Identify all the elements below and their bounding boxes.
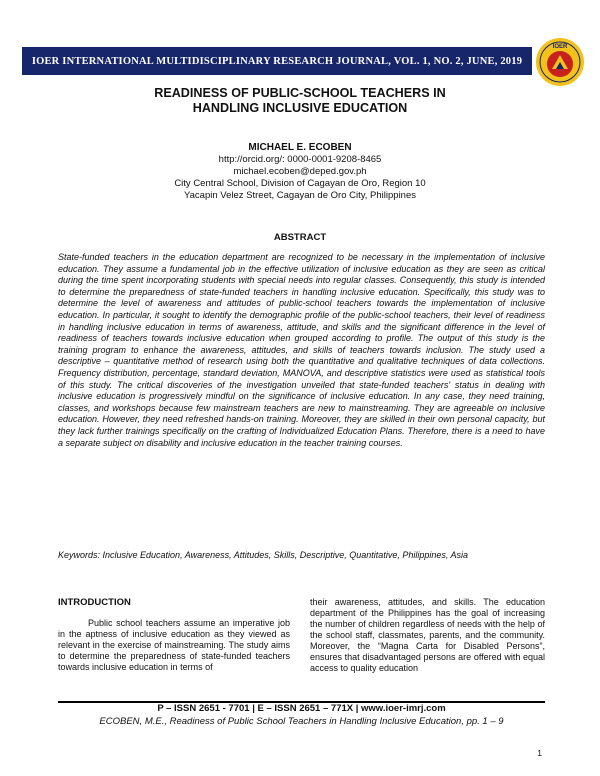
footer-issn: P – ISSN 2651 - 7701 | E – ISSN 2651 – 771X | www.ioer-imrj.com (157, 703, 446, 714)
introduction-heading: INTRODUCTION (58, 597, 131, 608)
introduction-right-text: their awareness, attitudes, and skills. The education department of the Philippines has the goal of increasing the number of children regardless of needs with the help of the school staff, classmates, parents, and the community. Moreover, the “Magna Carta for Disabled Persons”, ensures that disadvantaged persons are offered with equal access to quality education (310, 597, 545, 673)
keywords: Keywords: Inclusive Education, Awareness, Attitudes, Skills, Descriptive, Quantitative, Philippines, Asia (58, 550, 469, 560)
author-block (100, 142, 500, 202)
introduction-left-text: Public school teachers assume an imperative job in the aptness of inclusive education as they viewed as relevant in the exercise of mainstreaming. The study aims to determine the preparedness of state-funded teachers towards inclusive education in terms of (58, 618, 290, 672)
right-column (310, 597, 545, 674)
title-line-1: READINESS OF PUBLIC-SCHOOL TEACHERS IN (154, 86, 446, 100)
journal-header-text: IOER INTERNATIONAL MULTIDISCIPLINARY RESEARCH JOURNAL, VOL. 1, NO. 2, JUNE, 2019 (31, 55, 523, 67)
page-number: 1 (537, 748, 542, 758)
author-name: MICHAEL E. ECOBEN (248, 142, 352, 153)
author-address: Yacapin Velez Street, Cagayan de Oro City, Philippines (184, 190, 416, 201)
journal-logo-icon (535, 37, 585, 87)
author-orcid: http://orcid.org/: 0000-0001-9208-8465 (218, 154, 382, 165)
author-affiliation: City Central School, Division of Cagayan de Oro, Region 10 (174, 178, 426, 189)
abstract-text: State-funded teachers in the education department are recognized to be necessary in the implementation of inclusive education. They assume a fundamental job in the effective utilization of inclusive education as they are seen as critical during the time spent incorporating students with special needs into regular classes. Consequently, this study is intended to determine the preparedness of state-funded teachers in handling inclusive education. Specifically, this study was to determine the level of awareness and attitudes of public-school teachers towards the implementation of inclusive education. In particular, it sought to identify the demographic profile of the public-school teachers, their level of readiness in handling inclusive education in terms of awareness, attitude, and skills and the significant difference in the level of readiness of teachers towards inclusive education when grouped according to profile. The output of this study is the training program to enhance the awareness, attitudes, and skills of teachers towards inclusion. The study used a descriptive – quantitative method of research using both the quantitative and qualitative techniques of data collections. Frequency distribution, percentage, standard deviation, MANOVA, and descriptive statistics were used as statistical tools of this study. The critical discoveries of the investigation unveiled that state-funded teachers' status in dealing with inclusive education is progressively mindful on the significance of inclusive education. In any case, they need training, classes, and workshops because few mainstream teachers are new to mainstreaming. They are agreeable on inclusive education. However, they need refreshed hands-on training. Moreover, they are skilled in their own personal capacity, but they lack further trainings specifically on the crafting of Individualized Education Plans. Therefore, there is a need to have a separate subject on disability and inclusive education in the teacher training courses. (58, 252, 545, 448)
paper-title (60, 86, 540, 116)
journal-header-banner (22, 47, 532, 75)
left-column (58, 597, 290, 673)
footer-citation-text: ECOBEN, M.E., Readiness of Public School Teachers in Handling Inclusive Education, pp. 1 – 9 (99, 716, 504, 727)
author-email: michael.ecoben@deped.gov.ph (233, 166, 367, 177)
footer-citation (58, 716, 545, 727)
abstract-heading: ABSTRACT (273, 232, 327, 243)
logo-text: IOER (552, 44, 568, 50)
title-line-2: HANDLING INCLUSIVE EDUCATION (192, 101, 408, 115)
